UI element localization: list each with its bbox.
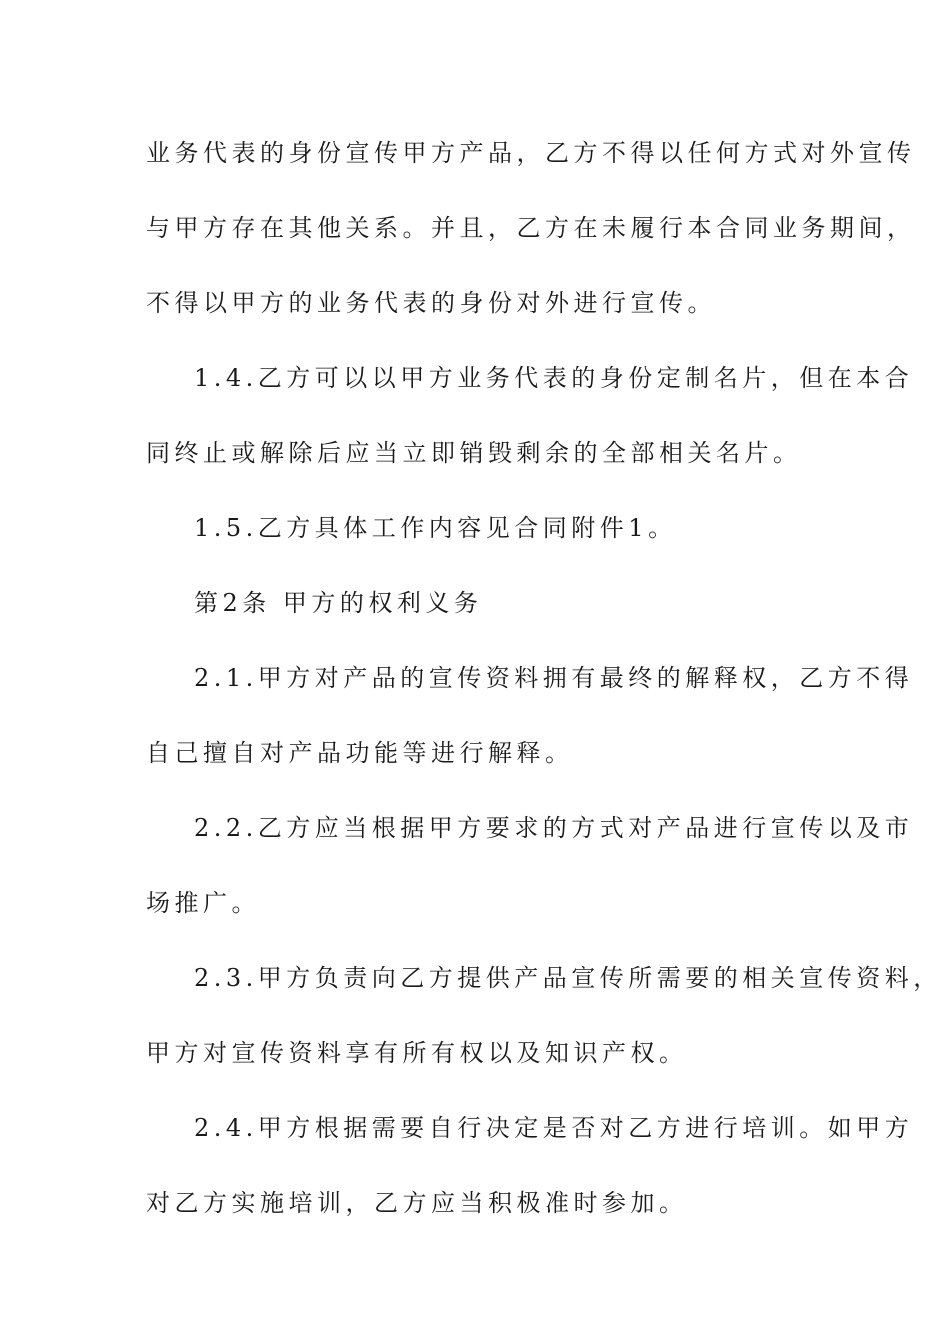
paragraph-line: 对乙方实施培训，乙方应当积极准时参加。: [146, 1189, 688, 1217]
paragraph-line: 同终止或解除后应当立即销毁剩余的全部相关名片。: [146, 439, 802, 467]
clause-2-1-line: 2.1.甲方对产品的宣传资料拥有最终的解释权，乙方不得: [194, 664, 914, 692]
paragraph-line: 场推广。: [146, 889, 260, 917]
paragraph-line: 甲方对宣传资料享有所有权以及知识产权。: [146, 1039, 688, 1067]
clause-2-3-line: 2.3.甲方负责向乙方提供产品宣传所需要的相关宣传资料，: [194, 964, 942, 992]
paragraph-line: 不得以甲方的业务代表的身份对外进行宣传。: [146, 289, 716, 317]
clause-1-5-line: 1.5.乙方具体工作内容见合同附件1。: [194, 514, 677, 542]
section-heading: 第2条 甲方的权利义务: [194, 589, 483, 617]
paragraph-line: 业务代表的身份宣传甲方产品，乙方不得以任何方式对外宣传: [146, 139, 916, 167]
clause-2-2-line: 2.2.乙方应当根据甲方要求的方式对产品进行宣传以及市: [194, 814, 914, 842]
clause-2-4-line: 2.4.甲方根据需要自行决定是否对乙方进行培训。如甲方: [194, 1114, 914, 1142]
clause-1-4-line: 1.4.乙方可以以甲方业务代表的身份定制名片，但在本合: [194, 364, 914, 392]
paragraph-line: 自己擅自对产品功能等进行解释。: [146, 739, 574, 767]
paragraph-line: 与甲方存在其他关系。并且，乙方在未履行本合同业务期间，: [146, 214, 916, 242]
